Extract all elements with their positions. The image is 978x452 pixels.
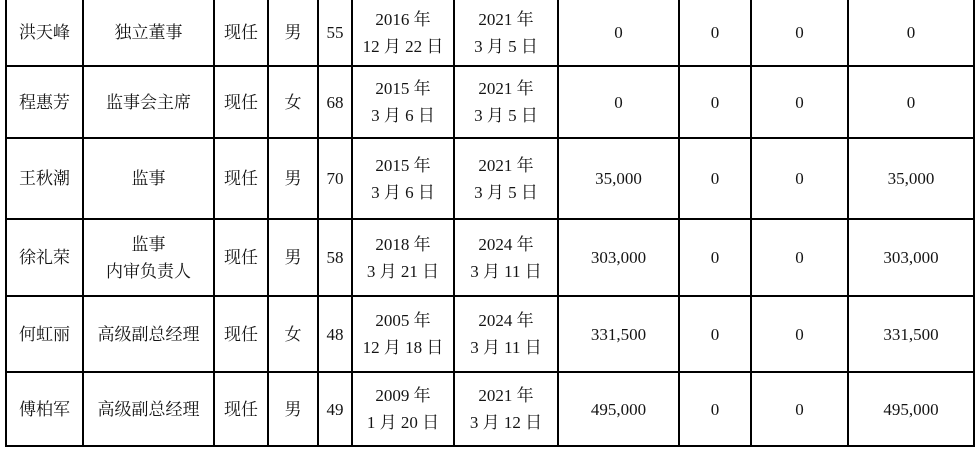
name-cell: 洪天峰 (6, 0, 83, 66)
shares-end-cell: 495,000 (848, 372, 974, 446)
shares-increase-cell: 0 (679, 296, 751, 372)
position-line: 内审负责人 (106, 261, 191, 281)
shares-begin-cell: 303,000 (558, 219, 679, 296)
shares-begin-cell: 0 (558, 66, 679, 138)
start-date-line: 2016 年 (375, 9, 431, 29)
end-date-line: 3 月 11 日 (470, 338, 542, 357)
shares-begin-cell: 495,000 (558, 372, 679, 446)
end-date-line: 2021 年 (478, 9, 534, 29)
table-row (6, 66, 974, 138)
shares-increase-cell: 0 (679, 66, 751, 138)
shares-end-cell: 0 (848, 0, 974, 66)
age-cell: 48 (318, 296, 352, 372)
position-line: 独立董事 (114, 23, 183, 42)
position-cell (83, 138, 214, 219)
start-date-line: 2015 年 (375, 155, 431, 175)
start-date-cell (352, 372, 454, 446)
start-date-cell (352, 66, 454, 138)
end-date-cell (454, 219, 558, 296)
position-line: 监事会主席 (106, 92, 191, 112)
status-cell: 现任 (214, 138, 268, 219)
end-date-cell (454, 296, 558, 372)
shares-begin-cell: 331,500 (558, 296, 679, 372)
shares-increase-cell: 0 (679, 219, 751, 296)
status-cell: 现任 (214, 0, 268, 66)
start-date-cell (352, 219, 454, 296)
start-date-line: 1 月 20 日 (366, 413, 440, 432)
position-line: 高级副总经理 (97, 399, 200, 419)
end-date-line: 3 月 5 日 (474, 182, 538, 202)
shares-end-cell: 0 (848, 66, 974, 138)
position-line: 监事 (131, 234, 166, 254)
shares-end-cell: 35,000 (848, 138, 974, 219)
start-date-line: 3 月 6 日 (371, 106, 435, 125)
table-row (6, 219, 974, 296)
shares-end-cell: 331,500 (848, 296, 974, 372)
shares-decrease-cell: 0 (751, 296, 848, 372)
start-date-cell (352, 296, 454, 372)
end-date-cell (454, 138, 558, 219)
gender-cell: 男 (268, 219, 318, 296)
position-line: 监事 (131, 169, 166, 188)
shares-end-cell: 303,000 (848, 219, 974, 296)
position-cell (83, 219, 214, 296)
shares-begin-cell: 0 (558, 0, 679, 66)
start-date-line: 2005 年 (375, 311, 431, 330)
gender-cell: 女 (268, 296, 318, 372)
table-row (6, 138, 974, 219)
status-cell: 现任 (214, 66, 268, 138)
start-date-line: 3 月 21 日 (366, 261, 440, 281)
age-cell: 58 (318, 219, 352, 296)
shares-decrease-cell: 0 (751, 138, 848, 219)
position-cell (83, 372, 214, 446)
name-cell: 何虹丽 (6, 296, 83, 372)
table-row (6, 296, 974, 372)
shares-begin-cell: 35,000 (558, 138, 679, 219)
position-cell (83, 296, 214, 372)
end-date-cell (454, 66, 558, 138)
end-date-line: 3 月 12 日 (469, 413, 543, 432)
shares-decrease-cell: 0 (751, 66, 848, 138)
status-cell: 现任 (214, 372, 268, 446)
name-cell: 傅柏军 (6, 372, 83, 446)
shares-decrease-cell: 0 (751, 219, 848, 296)
gender-cell: 男 (268, 372, 318, 446)
start-date-line: 2015 年 (375, 79, 431, 98)
end-date-line: 2021 年 (478, 155, 534, 175)
age-cell: 70 (318, 138, 352, 219)
name-cell: 徐礼荣 (6, 219, 83, 296)
position-cell (83, 0, 214, 66)
name-cell: 王秋潮 (6, 138, 83, 219)
end-date-line: 3 月 5 日 (474, 36, 538, 56)
shares-decrease-cell: 0 (751, 0, 848, 66)
shares-increase-cell: 0 (679, 372, 751, 446)
age-cell: 55 (318, 0, 352, 66)
start-date-line: 12 月 22 日 (362, 36, 444, 56)
shares-decrease-cell: 0 (751, 372, 848, 446)
end-date-line: 3 月 11 日 (470, 261, 542, 281)
end-date-line: 3 月 5 日 (474, 106, 538, 125)
end-date-line: 2024 年 (478, 311, 534, 330)
gender-cell: 男 (268, 138, 318, 219)
table-row (6, 372, 974, 446)
gender-cell: 女 (268, 66, 318, 138)
table-row (6, 0, 974, 66)
start-date-line: 2018 年 (375, 234, 431, 254)
executives-table (5, 0, 975, 447)
end-date-cell (454, 0, 558, 66)
start-date-cell (352, 138, 454, 219)
age-cell: 68 (318, 66, 352, 138)
shares-increase-cell: 0 (679, 138, 751, 219)
start-date-line: 2009 年 (375, 386, 431, 405)
name-cell: 程惠芳 (6, 66, 83, 138)
age-cell: 49 (318, 372, 352, 446)
end-date-line: 2021 年 (478, 386, 534, 405)
shares-increase-cell: 0 (679, 0, 751, 66)
position-cell (83, 66, 214, 138)
status-cell: 现任 (214, 219, 268, 296)
start-date-cell (352, 0, 454, 66)
end-date-line: 2024 年 (478, 234, 534, 254)
end-date-line: 2021 年 (478, 79, 534, 98)
start-date-line: 12 月 18 日 (362, 338, 444, 357)
start-date-line: 3 月 6 日 (371, 182, 435, 202)
status-cell: 现任 (214, 296, 268, 372)
end-date-cell (454, 372, 558, 446)
gender-cell: 男 (268, 0, 318, 66)
position-line: 高级副总经理 (97, 324, 200, 344)
